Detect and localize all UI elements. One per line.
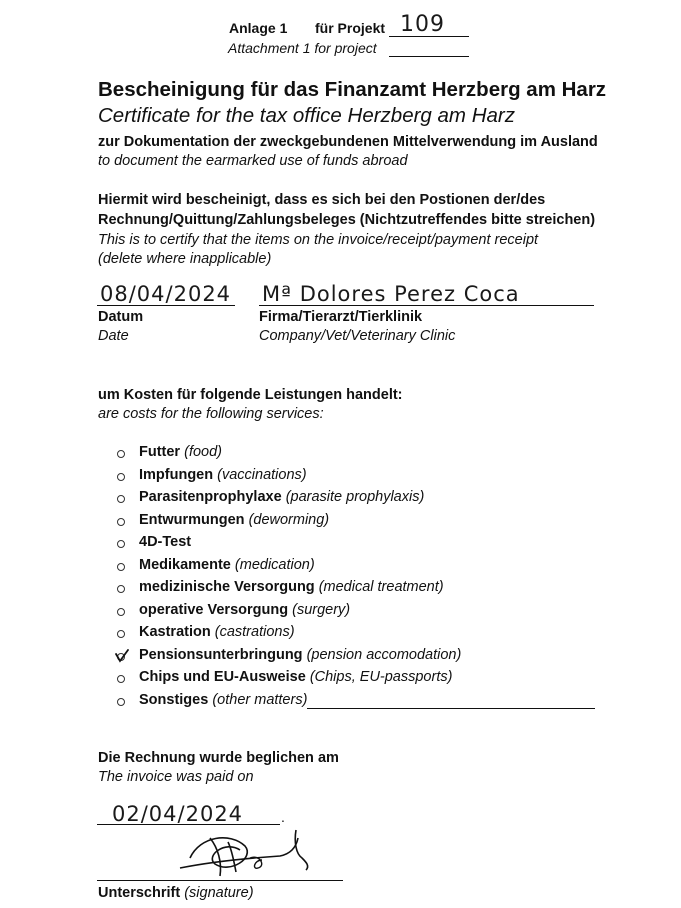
subtitle-de: zur Dokumentation der zweckgebundenen Mittelverwendung im Ausland xyxy=(98,134,598,150)
attachment-project-line xyxy=(389,56,469,57)
payment-label-de: Die Rechnung wurde beglichen am xyxy=(98,750,339,766)
checkbox-circle-icon[interactable] xyxy=(117,675,125,683)
certify-line2-de: Rechnung/Quittung/Zahlungsbeleges (Nichtzutreffendes bitte streichen) xyxy=(98,212,596,228)
anlage-label: Anlage 1 xyxy=(229,20,288,36)
company-handwritten: Mª Dolores Perez Coca xyxy=(262,282,520,306)
service-label-de: 4D-Test xyxy=(139,534,192,550)
service-label-en: (medical treatment) xyxy=(318,579,444,595)
service-label-de: Impfungen xyxy=(139,467,214,483)
date-handwritten: 08/04/2024 xyxy=(100,282,232,306)
service-label-en: (vaccinations) xyxy=(217,467,307,483)
check-mark-icon xyxy=(114,648,130,664)
payment-date-dot: . xyxy=(281,809,285,825)
checkbox-circle-icon[interactable] xyxy=(117,585,125,593)
services-intro-en: are costs for the following services: xyxy=(98,406,324,422)
service-label-de: medizinische Versorgung xyxy=(139,579,315,595)
checkbox-circle-icon[interactable] xyxy=(117,608,125,616)
service-label-en: (castrations) xyxy=(214,624,295,640)
payment-label-en: The invoice was paid on xyxy=(98,769,254,785)
service-label-de: Entwurmungen xyxy=(139,512,245,528)
title-en: Certificate for the tax office Herzberg am Harz xyxy=(98,104,515,127)
attachment-label: Attachment 1 for project xyxy=(228,40,377,56)
service-label-de: Kastration xyxy=(139,624,211,640)
service-label-de: operative Versorgung xyxy=(139,602,289,618)
service-label-de: Parasitenprophylaxe xyxy=(139,489,282,505)
checkbox-circle-icon[interactable] xyxy=(117,518,125,526)
project-number-line xyxy=(389,36,469,37)
service-label-en: (surgery) xyxy=(292,602,351,618)
projekt-label: für Projekt xyxy=(315,20,386,36)
checkbox-circle-icon[interactable] xyxy=(117,495,125,503)
checkbox-circle-icon[interactable] xyxy=(117,698,125,706)
service-label-en: (medication) xyxy=(234,557,315,573)
date-line xyxy=(97,305,235,306)
service-label-en: (other matters) xyxy=(212,692,308,708)
service-label-en: (Chips, EU-passports) xyxy=(309,669,453,685)
date-label-en: Date xyxy=(98,328,129,344)
service-label-de: Pensionsunterbringung xyxy=(139,647,303,663)
signature-label-de: Unterschrift xyxy=(98,885,181,901)
service-label-de: Medikamente xyxy=(139,557,231,573)
checkbox-circle-icon[interactable] xyxy=(117,473,125,481)
payment-date-handwritten: 02/04/2024 xyxy=(112,802,244,826)
other-matters-line xyxy=(307,708,595,709)
service-label-en: (parasite prophylaxis) xyxy=(285,489,425,505)
service-label-en: (pension accomodation) xyxy=(306,647,462,663)
handwritten-signature-icon xyxy=(170,828,320,880)
subtitle-en: to document the earmarked use of funds abroad xyxy=(98,153,408,169)
company-label-de: Firma/Tierarzt/Tierklinik xyxy=(259,309,423,325)
signature-label xyxy=(98,885,254,901)
checkbox-circle-icon[interactable] xyxy=(117,540,125,548)
checkbox-circle-icon[interactable] xyxy=(117,630,125,638)
project-number-handwritten: 109 xyxy=(400,12,445,37)
service-label-en: (deworming) xyxy=(248,512,330,528)
certify-line1-de: Hiermit wird bescheinigt, dass es sich bei den Postionen der/des xyxy=(98,192,546,208)
payment-date-line xyxy=(97,824,280,825)
service-label-en: (food) xyxy=(184,444,223,460)
company-label-en: Company/Vet/Veterinary Clinic xyxy=(259,328,456,344)
services-intro-de: um Kosten für folgende Leistungen handelt: xyxy=(98,387,403,403)
checkbox-circle-icon[interactable] xyxy=(117,563,125,571)
checkbox-circle-icon[interactable] xyxy=(117,450,125,458)
signature-line xyxy=(97,880,343,881)
certify-line2-en: (delete where inapplicable) xyxy=(98,251,272,267)
certify-line1-en: This is to certify that the items on the invoice/receipt/payment receipt xyxy=(98,232,539,248)
company-line xyxy=(259,305,594,306)
service-label-de: Futter xyxy=(139,444,181,460)
service-label-de: Sonstiges xyxy=(139,692,209,708)
signature-label-en: (signature) xyxy=(184,885,254,901)
service-label-de: Chips und EU-Ausweise xyxy=(139,669,306,685)
date-label-de: Datum xyxy=(98,309,144,325)
title-de: Bescheinigung für das Finanzamt Herzberg am Harz xyxy=(98,78,607,101)
